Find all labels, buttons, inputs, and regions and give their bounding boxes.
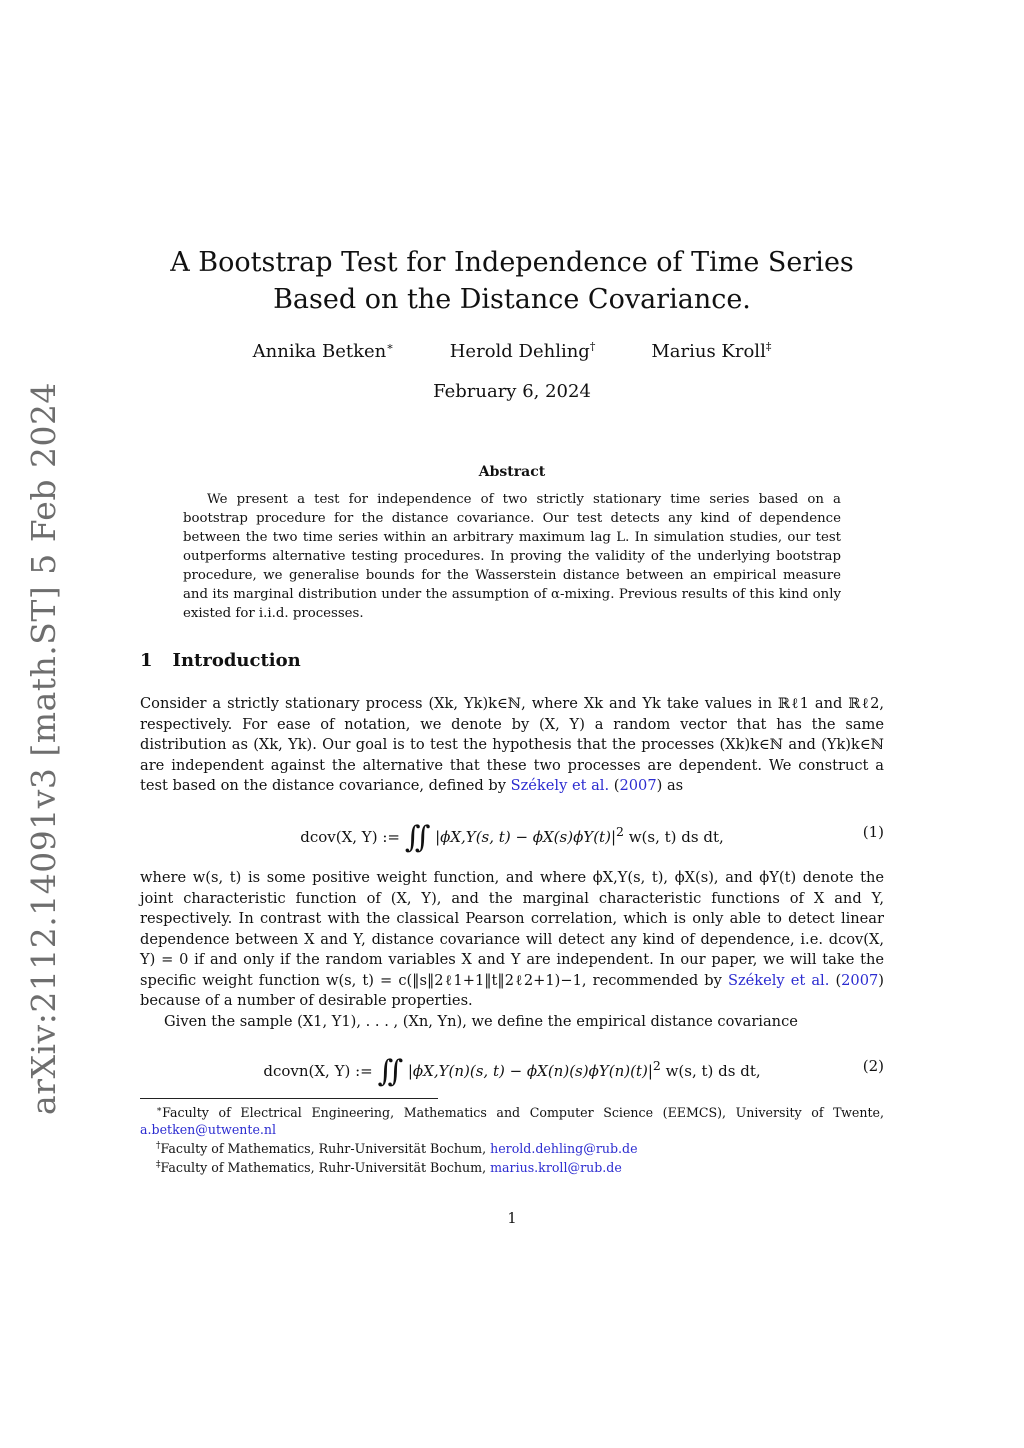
arxiv-identifier: arXiv:2112.14091v3 [math.ST] 5 Feb 2024	[23, 381, 63, 1115]
equation-body: dcov(X, Y) := ∬ |ϕX,Y(s, $t) - \phi X(s)\phi Y(t)|^2$ w(s, t) ds dt,	[300, 820, 724, 855]
footnote-divider	[140, 1098, 438, 1099]
email-link[interactable]: herold.dehling@rub.de	[490, 1141, 638, 1157]
intro-paragraph-1: Consider a strictly stationary process (Xk, Yk)k∈ℕ, where Xk and Yk take values in ℝℓ1 and ℝℓ2, respectively. For ease of notation, we denote by (X, Y) a random vector that has the same distribution as (Xk, Yk). Our goal is to test the hypothesis that the processes (Xk)k∈ℕ and (Yk)k∈ℕ are independent against the alternative that these two processes are dependent. We construct a test based on the distance covariance, defined by Székely et al. (2007) as	[140, 695, 884, 794]
section-title: Introduction	[172, 650, 301, 671]
section-heading	[140, 650, 301, 671]
citation-link[interactable]: Székely et al.	[510, 777, 610, 794]
equation-integrand: |ϕX,Y(n)(s, t) − ϕX(n)(s)ϕY(n)(t)|	[407, 1062, 653, 1080]
equation-2	[140, 1046, 884, 1088]
footnote: ∗Faculty of Electrical Engineering, Mathematics and Computer Science (EEMCS), University of Twente, a.betken@utwente.nl	[140, 1105, 884, 1138]
intro-paragraph-2: where w(s, t) is some positive weight function, and where ϕX,Y(s, t), ϕX(s), and ϕY(t) denote the joint characteristic function of (X, Y), and the marginal characteristic functions of X and Y, respectively. In contrast with the classical Pearson correlation, which is only able to detect linear dependence between X and Y, distance covariance will detect any kind of dependence, i.e. dcov(X, Y) = 0 if and only if the random variables X and Y are independent. In our paper, we will take the specific weight function w(s, t) = c(‖s‖2ℓ1+1‖t‖2ℓ2+1)−1, recommended by Székely et al. (2007) because of a number of desirable properties.	[140, 869, 884, 1009]
author-list	[140, 340, 884, 362]
double-integral: ∬	[377, 1054, 404, 1089]
author: Herold Dehling†	[449, 340, 596, 362]
citation-year-link[interactable]: 2007	[841, 971, 879, 989]
equation-integrand: |ϕX,Y(s, t) − ϕX(s)ϕY(t)|	[435, 828, 616, 846]
citation-link[interactable]: Székely et al.	[727, 971, 830, 989]
page-number: 1	[507, 1210, 517, 1227]
abstract-heading: Abstract	[478, 464, 546, 480]
citation-year-link[interactable]: 2007	[619, 777, 657, 794]
paper-title: A Bootstrap Test for Independence of Time Series Based on the Distance Covariance.	[170, 247, 854, 315]
arxiv-side-label-container	[18, 381, 68, 1115]
double-integral: ∬	[404, 820, 431, 855]
footnotes	[140, 1102, 884, 1177]
footnote: ‡Faculty of Mathematics, Ruhr-Universität Bochum, marius.kroll@rub.de	[156, 1160, 622, 1176]
author-footnote-mark: ∗	[386, 340, 394, 353]
section-number: 1	[140, 650, 153, 671]
author-footnote-mark: ‡	[765, 340, 772, 353]
email-link[interactable]: marius.kroll@rub.de	[490, 1160, 622, 1176]
publication-date: February 6, 2024	[433, 381, 591, 402]
author: Marius Kroll‡	[651, 340, 772, 362]
author: Annika Betken∗	[252, 340, 394, 362]
equation-1	[140, 812, 884, 854]
abstract-text: We present a test for independence of two strictly stationary time series based on a bootstrap procedure for the distance covariance. Our test detects any kind of dependence between the two time series within an arbitrary maximum lag L. In simulation studies, our test outperforms alternative testing procedures. In proving the validity of the underlying bootstrap procedure, we generalise bounds for the Wasserstein distance between an empirical measure and its marginal distribution under the assumption of α-mixing. Previous results of this kind only existed for i.i.d. processes.	[183, 492, 841, 621]
equation-number: (2)	[862, 1057, 884, 1075]
equation-number: (1)	[862, 823, 884, 841]
author-footnote-mark: †	[589, 340, 596, 353]
intro-paragraph-3: Given the sample (X1, Y1), . . . , (Xn, Yn), we define the empirical distance covariance	[164, 1013, 798, 1030]
email-link[interactable]: a.betken@utwente.nl	[140, 1122, 277, 1138]
footnote: †Faculty of Mathematics, Ruhr-Universität Bochum, herold.dehling@rub.de	[156, 1141, 638, 1157]
equation-body: dcovn(X, Y) := ∬ |ϕX,Y(n)(s, $t) - \phi X(n)(s)\phi Y(n)(t)|^2$ w(s, t) ds dt,	[263, 1054, 761, 1089]
